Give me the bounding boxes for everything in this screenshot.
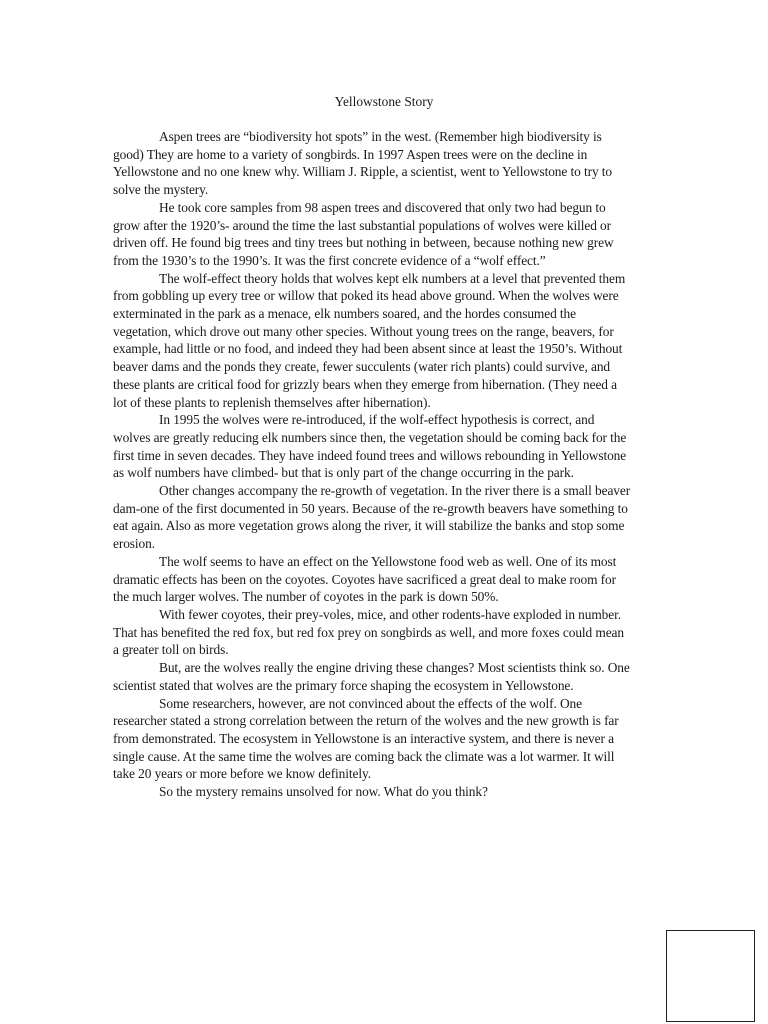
paragraph: But, are the wolves really the engine driving these changes? Most scientists think so. One scientist stated that wolves are the primary force shaping the ecosystem in Yellowstone. [113, 660, 630, 693]
corner-empty-box [666, 930, 755, 1022]
paragraph: The wolf-effect theory holds that wolves kept elk numbers at a level that prevented them from gobbling up every tree or willow that poked its head above ground. When the wolves were exterminated in the park as a menace, elk numbers soared, and the hordes consumed the vegetation, which drove out many other species. Without young trees on the range, beavers, for example, had little or no food, and indeed they had been absent since at least the 1950’s. Without beaver dams and the ponds they create, fewer succulents (water rich plants) could survive, and these plants are critical food for grizzly bears when they emerge from hibernation. (They need a lot of these plants to replenish themselves after hibernation). [113, 270, 626, 410]
document-title: Yellowstone Story [334, 94, 434, 109]
paragraph: Some researchers, however, are not convinced about the effects of the wolf. One researcher stated a strong correlation between the return of the wolves and the new growth is far from demonstrated. The ecosystem in Yellowstone is an interactive system, and there is never a single cause. At the same time the wolves are coming back the climate was a lot warmer. It will take 20 years or more before we know definitely. [113, 695, 619, 782]
paragraph: With fewer coyotes, their prey-voles, mice, and other rodents-have exploded in number. That has benefited the red fox, but red fox prey on songbirds as well, and more foxes could mean a greater toll on birds. [113, 606, 624, 658]
document-body [113, 128, 633, 801]
paragraph: He took core samples from 98 aspen trees and discovered that only two had begun to grow after the 1920’s- around the time the last substantial populations of wolves were killed or driven off. He found big trees and tiny trees but nothing in between, because nothing new grew from the 1930’s to the 1990’s. It was the first concrete evidence of a “wolf effect.” [113, 199, 614, 268]
paragraph: In 1995 the wolves were re-introduced, if the wolf-effect hypothesis is correct, and wolves are greatly reducing elk numbers since then, the vegetation should be coming back for the first time in seven decades. They have indeed found trees and willows rebounding in Yellowstone as wolf numbers have climbed- but that is only part of the change occurring in the park. [113, 412, 627, 481]
paragraph: Aspen trees are “biodiversity hot spots” in the west. (Remember high biodiversity is good) They are home to a variety of songbirds. In 1997 Aspen trees were on the decline in Yellowstone and no one knew why. William J. Ripple, a scientist, went to Yellowstone to try to solve the mystery. [113, 129, 612, 198]
paragraph: So the mystery remains unsolved for now. What do you think? [159, 784, 488, 800]
paragraph: Other changes accompany the re-growth of vegetation. In the river there is a small beaver dam-one of the first documented in 50 years. Because of the re-growth beavers have something to eat again. Also as more vegetation grows along the river, it will stabilize the banks and stop some erosion. [113, 483, 631, 552]
paragraph: The wolf seems to have an effect on the Yellowstone food web as well. One of its most dramatic effects has been on the coyotes. Coyotes have sacrificed a great deal to make room for the much larger wolves. The number of coyotes in the park is down 50%. [113, 553, 617, 605]
